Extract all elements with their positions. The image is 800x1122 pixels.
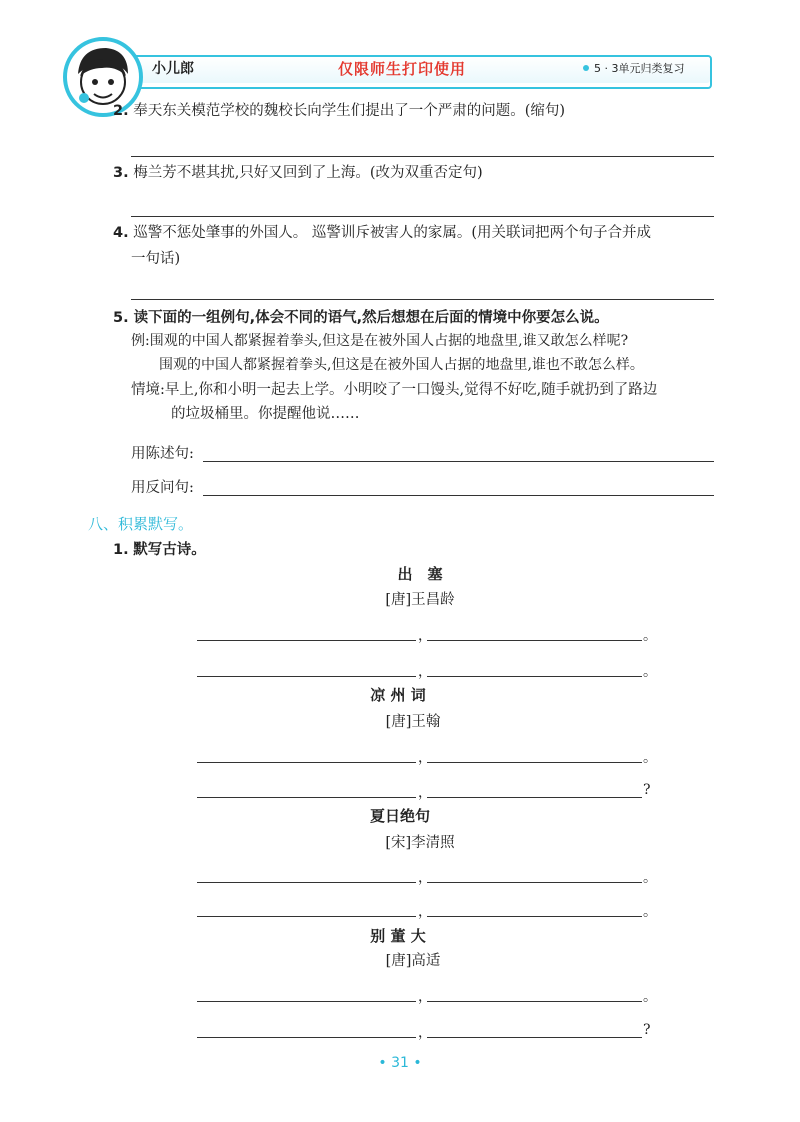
poem-blank[interactable]: [427, 916, 642, 917]
example-2: 围观的中国人都紧握着拳头,但这是在被外国人占据的地盘里,谁也不敢怎么样。: [159, 357, 644, 373]
question-text: 默写古诗。: [133, 542, 206, 558]
poem-punct: 。: [643, 904, 657, 920]
section-8-title: 八、积累默写。: [88, 515, 194, 533]
header-title: 仅限师生打印使用: [338, 60, 467, 78]
poem-author: [唐]王翰: [385, 714, 441, 730]
statement-answer-line[interactable]: [203, 461, 714, 462]
poem-punct: ，: [418, 628, 432, 644]
question-5: [113, 308, 609, 328]
poem-blank[interactable]: [427, 1037, 642, 1038]
question-text: 读下面的一组例句,体会不同的语气,然后想想在后面的情境中你要怎么说。: [133, 310, 609, 326]
situation-line-2: 的垃圾桶里。你提醒他说……: [171, 406, 360, 422]
question-4: [113, 223, 651, 243]
question-number: 4.: [113, 225, 129, 241]
page-number: • 31 •: [378, 1055, 422, 1071]
poem-author: [宋]李清照: [385, 835, 455, 851]
question-number: 1.: [113, 542, 129, 558]
section-8-question-1: [113, 540, 206, 560]
answer-label-rhetorical: 用反问句:: [131, 480, 194, 496]
poem-blank[interactable]: [197, 640, 416, 641]
poem-punct: ?: [643, 782, 651, 798]
unit-label: 5 · 3单元归类复习: [594, 62, 685, 75]
question-2: [113, 101, 565, 121]
question-number: 5.: [113, 310, 129, 326]
poem-punct: ，: [418, 1025, 432, 1041]
poem-blank[interactable]: [197, 1037, 416, 1038]
poem-punct: ，: [418, 664, 432, 680]
brand-name: 小儿郎: [152, 61, 194, 77]
question-number: 2.: [113, 103, 129, 119]
poem-blank[interactable]: [197, 882, 416, 883]
poem-author: [唐]高适: [385, 953, 441, 969]
poem-blank[interactable]: [427, 797, 642, 798]
poem-punct: ，: [418, 904, 432, 920]
poem-blank[interactable]: [427, 762, 642, 763]
poem-punct: ，: [418, 750, 432, 766]
poem-blank[interactable]: [197, 1001, 416, 1002]
poem-punct: 。: [643, 628, 657, 644]
question-text: 梅兰芳不堪其扰,只好又回到了上海。(改为双重否定句): [133, 165, 483, 181]
poem-punct: 。: [643, 989, 657, 1005]
answer-line[interactable]: [131, 156, 714, 157]
poem-title: 凉 州 词: [370, 686, 426, 704]
poem-blank[interactable]: [197, 916, 416, 917]
poem-punct: ，: [418, 989, 432, 1005]
answer-label-statement: 用陈述句:: [131, 446, 194, 462]
bullet-dot-icon: [583, 65, 589, 71]
poem-author: [唐]王昌龄: [385, 592, 455, 608]
poem-title: 出 塞: [397, 565, 443, 583]
situation-line-1: 情境:早上,你和小明一起去上学。小明咬了一口馒头,觉得不好吃,随手就扔到了路边: [131, 382, 658, 398]
poem-punct: ?: [643, 1022, 651, 1038]
poem-blank[interactable]: [427, 676, 642, 677]
poem-blank[interactable]: [427, 640, 642, 641]
question-3: [113, 163, 483, 183]
poem-blank[interactable]: [427, 1001, 642, 1002]
answer-line[interactable]: [131, 216, 714, 217]
poem-blank[interactable]: [427, 882, 642, 883]
poem-blank[interactable]: [197, 797, 416, 798]
poem-punct: 。: [643, 750, 657, 766]
poem-punct: ，: [418, 785, 432, 801]
poem-blank[interactable]: [197, 762, 416, 763]
poem-title: 夏日绝句: [369, 807, 430, 825]
poem-punct: ，: [418, 870, 432, 886]
rhetorical-answer-line[interactable]: [203, 495, 714, 496]
question-text: 巡警不惩处肇事的外国人。 巡警训斥被害人的家属。(用关联词把两个句子合并成: [133, 225, 651, 241]
poem-punct: 。: [643, 664, 657, 680]
poem-title: 别 董 大: [370, 927, 426, 945]
question-text: 奉天东关模范学校的魏校长向学生们提出了一个严肃的问题。(缩句): [133, 103, 566, 119]
example-1: 例:围观的中国人都紧握着拳头,但这是在被外国人占据的地盘里,谁又敢怎么样呢?: [131, 333, 629, 349]
poem-punct: 。: [643, 870, 657, 886]
question-4-cont: 一句话): [131, 251, 181, 267]
question-number: 3.: [113, 165, 129, 181]
poem-blank[interactable]: [197, 676, 416, 677]
answer-line[interactable]: [131, 299, 714, 300]
